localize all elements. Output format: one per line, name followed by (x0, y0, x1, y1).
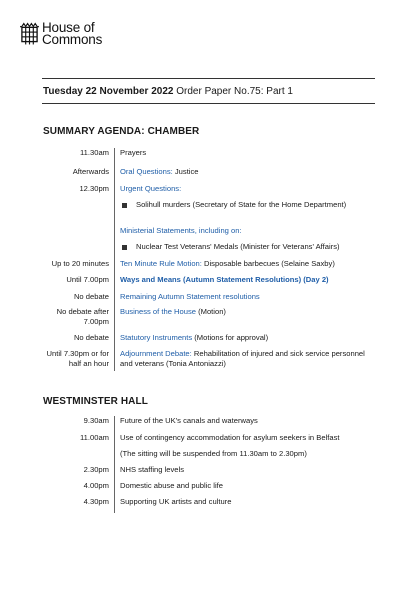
order-paper-title (43, 86, 293, 97)
logo-line-2: Commons (42, 32, 103, 47)
agenda-row (43, 167, 378, 184)
agenda-row (43, 449, 378, 465)
agenda-row (43, 148, 378, 167)
agenda-row (43, 433, 378, 449)
agenda-row (43, 349, 378, 371)
house-of-commons-logo (20, 22, 102, 46)
logo-line-1: House of (42, 20, 95, 35)
agenda-item-detail: (Motion) (195, 307, 226, 316)
bullet-square-icon (122, 245, 127, 250)
paper-date: Tuesday 22 November 2022 (43, 86, 174, 97)
agenda-row (43, 481, 378, 497)
agenda-time: Afterwards (43, 167, 115, 184)
agenda-time: 11.00am (43, 433, 115, 449)
agenda-time: 11.30am (43, 148, 115, 167)
agenda-note: (The sitting will be suspended from 11.30am to 2.30pm) (120, 449, 307, 458)
agenda-time: 4.30pm (43, 497, 115, 513)
paper-number: Order Paper No.75: Part 1 (173, 86, 293, 97)
agenda-row (43, 416, 378, 433)
agenda-row (43, 275, 378, 292)
agenda-item-detail: Disposable barbecues (Selaine Saxby) (201, 259, 335, 268)
agenda-item: Domestic abuse and public life (120, 481, 223, 490)
chamber-heading: SUMMARY AGENDA: CHAMBER (43, 126, 200, 137)
agenda-time: 2.30pm (43, 465, 115, 481)
agenda-time: Until 7.30pm or for half an hour (43, 349, 115, 371)
agenda-row (43, 292, 378, 307)
agenda-row (43, 259, 378, 275)
agenda-row (43, 333, 378, 349)
top-rule (42, 78, 375, 79)
agenda-row (43, 226, 378, 242)
bullet-square-icon (122, 203, 127, 208)
agenda-item-detail: (Motions for approval) (192, 333, 269, 342)
ways-and-means-link[interactable]: Ways and Means (Autumn Statement Resolutions) (Day 2) (120, 275, 329, 284)
westminster-hall-agenda (43, 416, 378, 513)
agenda-time: 9.30am (43, 416, 115, 433)
westminster-hall-heading: WESTMINSTER HALL (43, 396, 148, 407)
agenda-time: 12.30pm (43, 184, 115, 200)
autumn-statement-resolutions-link[interactable]: Remaining Autumn Statement resolutions (120, 292, 260, 301)
agenda-time: Until 7.00pm (43, 275, 115, 292)
portcullis-icon (20, 22, 39, 46)
agenda-item-detail: Justice (172, 167, 199, 176)
agenda-item: Supporting UK artists and culture (120, 497, 232, 506)
agenda-time: No debate (43, 333, 115, 349)
agenda-item: NHS staffing levels (120, 465, 185, 474)
bottom-rule (42, 103, 375, 104)
urgent-questions-link[interactable]: Urgent Questions: (120, 184, 182, 193)
chamber-agenda (43, 148, 378, 371)
agenda-item: Use of contingency accommodation for asylum seekers in Belfast (120, 433, 340, 442)
agenda-time: No debate after 7.00pm (43, 307, 115, 333)
bullet-item: Nuclear Test Veterans' Medals (Minister for Veterans' Affairs) (136, 242, 340, 251)
adjournment-debate-link[interactable]: Adjournment Debate: (120, 349, 192, 358)
agenda-item: Future of the UK's canals and waterways (120, 416, 258, 425)
business-of-house-link[interactable]: Business of the House (120, 307, 196, 316)
ministerial-statements-link[interactable]: Ministerial Statements, including on: (120, 226, 242, 235)
agenda-item: Prayers (120, 148, 147, 157)
agenda-item-detail: Rehabilitation of injured and sick service personnel and veterans (Tonia Antoniazzi) (120, 349, 365, 368)
statutory-instruments-link[interactable]: Statutory Instruments (120, 333, 193, 342)
agenda-row (43, 242, 378, 259)
agenda-time: No debate (43, 292, 115, 307)
agenda-row (43, 184, 378, 200)
agenda-row (43, 465, 378, 481)
agenda-row (43, 200, 378, 226)
bullet-item: Solihull murders (Secretary of State for the Home Department) (136, 200, 347, 209)
agenda-time: Up to 20 minutes (43, 259, 115, 275)
agenda-row (43, 307, 378, 333)
oral-questions-link[interactable]: Oral Questions: (120, 167, 173, 176)
ten-minute-rule-link[interactable]: Ten Minute Rule Motion: (120, 259, 202, 268)
agenda-time: 4.00pm (43, 481, 115, 497)
agenda-row (43, 497, 378, 513)
